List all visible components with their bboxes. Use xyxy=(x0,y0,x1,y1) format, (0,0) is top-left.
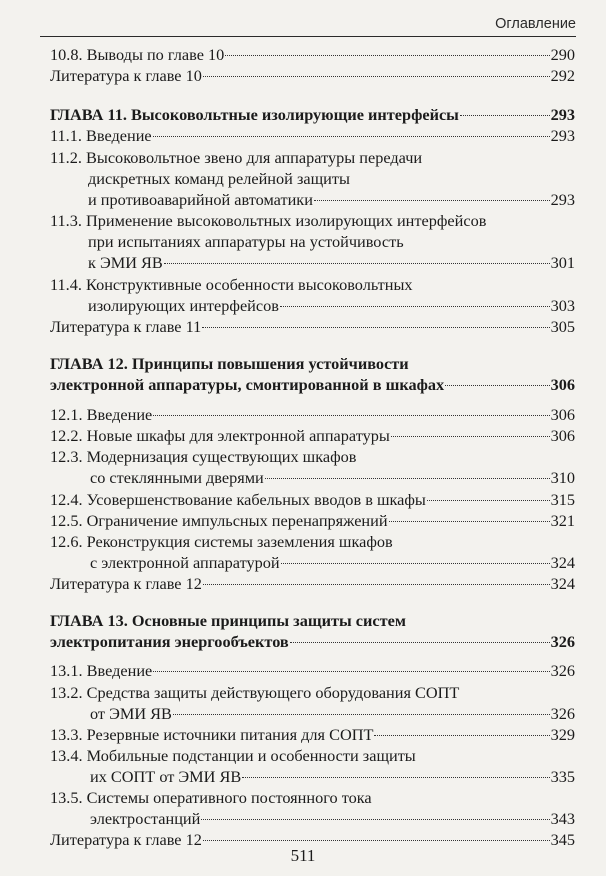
toc-entry-page: 310 xyxy=(550,468,575,487)
dot-leader xyxy=(201,819,549,820)
dot-leader xyxy=(290,642,550,643)
toc-entry-page: 293 xyxy=(550,105,575,124)
toc-entry-title: электростанций xyxy=(90,809,201,828)
toc-entry-page: 315 xyxy=(550,490,575,509)
toc-entry-page: 329 xyxy=(550,725,575,744)
dot-leader xyxy=(445,385,549,386)
toc-entry-continuation xyxy=(88,252,575,273)
toc-entry-page: 292 xyxy=(550,66,575,85)
toc-chapter-heading xyxy=(50,610,575,631)
toc-entry-page: 303 xyxy=(550,296,575,315)
toc-entry-title: и противоаварийной автоматики xyxy=(88,190,313,209)
toc-entry-page: 293 xyxy=(550,190,575,209)
dot-leader xyxy=(242,777,549,778)
toc-entry xyxy=(50,274,575,295)
toc-entry-continuation xyxy=(88,231,575,252)
toc-entry-page: 326 xyxy=(550,661,575,680)
dot-leader xyxy=(391,436,550,437)
dot-leader xyxy=(314,200,550,201)
toc-entry-title: 12.2. Новые шкафы для электронной аппаратуры xyxy=(50,426,390,445)
dot-leader xyxy=(203,840,550,841)
dot-leader xyxy=(153,671,549,672)
toc-entry xyxy=(50,65,575,86)
toc-entry-title: с электронной аппаратурой xyxy=(90,553,280,572)
toc-entry-title: 13.5. Системы оперативного постоянного тока xyxy=(50,788,372,807)
toc-entry-title: 11.4. Конструктивные особенности высоковольтных xyxy=(50,275,413,294)
toc-entry-page: 345 xyxy=(550,830,575,849)
toc-entry-title: 12.3. Модернизация существующих шкафов xyxy=(50,447,357,466)
toc-entry-continuation xyxy=(90,766,575,787)
dot-leader xyxy=(281,563,550,564)
toc-entry-title: 13.4. Мобильные подстанции и особенности защиты xyxy=(50,746,416,765)
toc-chapter-title: ГЛАВА 13. Основные принципы защиты систем xyxy=(50,611,406,630)
dot-leader xyxy=(374,735,549,736)
header-title: Оглавление xyxy=(495,16,576,32)
toc-entry xyxy=(50,147,575,168)
toc-entry-continuation xyxy=(90,808,575,829)
toc-entry-title: 13.3. Резервные источники питания для СОПТ xyxy=(50,725,374,744)
toc-entry-title: изолирующих интерфейсов xyxy=(88,296,279,315)
toc-entry xyxy=(50,682,575,703)
toc-entry xyxy=(50,787,575,808)
toc-entry-title: 11.3. Применение высоковольтных изолирующих интерфейсов xyxy=(50,211,487,230)
toc-entry-title: Литература к главе 10 xyxy=(50,66,202,85)
toc-chapter-title: электронной аппаратуры, смонтированной в шкафах xyxy=(50,375,445,394)
toc-entry xyxy=(50,531,575,552)
toc-entry-title: 13.2. Средства защиты действующего оборудования СОПТ xyxy=(50,683,460,702)
toc-entry-page: 290 xyxy=(550,45,575,64)
toc-entry-page: 335 xyxy=(550,767,575,786)
dot-leader xyxy=(173,714,550,715)
dot-leader xyxy=(153,136,550,137)
toc-entry xyxy=(50,404,575,425)
dot-leader xyxy=(203,584,550,585)
toc-entry xyxy=(50,573,575,594)
toc-entry xyxy=(50,316,575,337)
page-number: 511 xyxy=(290,846,316,865)
dot-leader xyxy=(427,500,550,501)
dot-leader xyxy=(202,327,549,328)
toc-entry xyxy=(50,44,575,65)
dot-leader xyxy=(164,263,550,264)
toc-entry-title: 13.1. Введение xyxy=(50,661,153,680)
toc-entry-title: 10.8. Выводы по главе 10 xyxy=(50,45,225,64)
toc-entry-title: 11.2. Высоковольтное звено для аппаратуры передачи xyxy=(50,148,423,167)
toc-entry xyxy=(50,724,575,745)
toc-entry-title: при испытаниях аппаратуры на устойчивость xyxy=(88,232,404,251)
dot-leader xyxy=(225,55,549,56)
toc-entry-page: 343 xyxy=(550,809,575,828)
toc-entry-page: 324 xyxy=(550,574,575,593)
toc-entry-title: их СОПТ от ЭМИ ЯВ xyxy=(90,767,242,786)
toc-entry-title: Литература к главе 12 xyxy=(50,574,202,593)
toc-entry-page: 326 xyxy=(550,632,575,651)
toc-entry-title: к ЭМИ ЯВ xyxy=(88,253,163,272)
toc-entry-page: 301 xyxy=(550,253,575,272)
toc-entry-title: дискретных команд релейной защиты xyxy=(88,169,350,188)
toc-chapter-title: ГЛАВА 11. Высоковольтные изолирующие интерфейсы xyxy=(50,105,459,124)
toc-entry xyxy=(50,125,575,146)
toc-entry-title: 11.1. Введение xyxy=(50,126,152,145)
toc-entry-continuation xyxy=(90,467,575,488)
toc-entry-page: 321 xyxy=(550,511,575,530)
toc-entry-continuation xyxy=(88,189,575,210)
toc-entry-title: 12.1. Введение xyxy=(50,405,153,424)
running-header xyxy=(40,14,576,37)
dot-leader xyxy=(153,415,549,416)
toc-entry-page: 305 xyxy=(550,317,575,336)
toc-entry-continuation xyxy=(90,552,575,573)
toc-entry-continuation xyxy=(90,703,575,724)
toc-entry xyxy=(50,745,575,766)
toc-entry-title: от ЭМИ ЯВ xyxy=(90,704,172,723)
toc-entry-title: 12.6. Реконструкция системы заземления шкафов xyxy=(50,532,393,551)
toc-entry xyxy=(50,489,575,510)
toc-entry xyxy=(50,510,575,531)
toc-entry-page: 326 xyxy=(550,704,575,723)
dot-leader xyxy=(203,76,550,77)
toc-entry-title: 12.4. Усовершенствование кабельных вводов в шкафы xyxy=(50,490,426,509)
toc-entry-page: 293 xyxy=(550,126,575,145)
toc-chapter-title: электропитания энергообъектов xyxy=(50,632,289,651)
toc-entry-page: 324 xyxy=(550,553,575,572)
toc-entry xyxy=(50,660,575,681)
toc-entry-title: со стеклянными дверями xyxy=(90,468,264,487)
toc-chapter-heading xyxy=(50,104,575,125)
toc-entry-page: 306 xyxy=(550,405,575,424)
toc-entry-title: Литература к главе 11 xyxy=(50,317,202,336)
toc-chapter-heading xyxy=(50,631,575,652)
toc-entry xyxy=(50,210,575,231)
toc-entry xyxy=(50,446,575,467)
toc-entry-continuation xyxy=(88,295,575,316)
toc-entry-page: 306 xyxy=(550,375,575,394)
dot-leader xyxy=(265,478,550,479)
toc-chapter-heading xyxy=(50,353,575,374)
toc-entry-title: 12.5. Ограничение импульсных перенапряжений xyxy=(50,511,388,530)
dot-leader xyxy=(389,521,550,522)
toc-entry-continuation xyxy=(88,168,575,189)
dot-leader xyxy=(460,115,550,116)
toc-entry-page: 306 xyxy=(550,426,575,445)
toc-chapter-heading xyxy=(50,374,575,395)
toc-entry-title: Литература к главе 12 xyxy=(50,830,202,849)
toc-chapter-title: ГЛАВА 12. Принципы повышения устойчивости xyxy=(50,354,409,373)
toc-entry xyxy=(50,425,575,446)
dot-leader xyxy=(280,306,550,307)
